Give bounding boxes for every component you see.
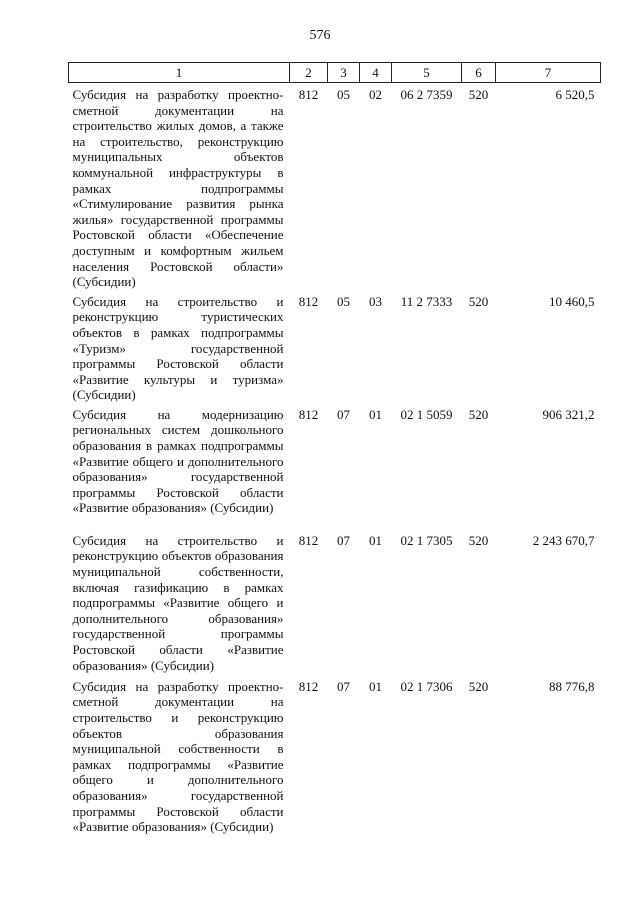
row-subsection-code: 01: [369, 678, 382, 694]
row-target-code: 11 2 7333: [400, 293, 453, 309]
table-body: [69, 83, 601, 849]
column-header-5: 5: [392, 63, 462, 83]
row-section-code: 07: [337, 532, 350, 548]
row-subsection-code: 01: [369, 406, 382, 422]
row-section-code: 07: [337, 678, 350, 694]
column-header-2: 2: [290, 63, 328, 83]
column-header-7: 7: [496, 63, 601, 83]
row-expense-type: 520: [468, 678, 489, 694]
row-name: Субсидия на разработку проектно-сметной документации на строительство жилых домов, а также на строительство, реконструкцию муниципальных объектов коммунальной инфраструктуры в рамках подпрограммы «Стимулирование развития рынка жилья» государственной программы Ростовской области «Обеспечение доступным и комфортным жильем населения Ростовской области» (Субсидии): [72, 87, 284, 290]
row-section-code: 07: [337, 406, 350, 422]
row-target-code: 02 1 5059: [400, 406, 453, 422]
row-amount: 6 520,5: [555, 87, 595, 102]
row-name: Субсидия на разработку проектно-сметной документации на строительство и реконструкцию объектов образования муниципальной собственности в рамках подпрограммы «Развитие общего и дополнительного образования» государственной программы Ростовской области «Развитие образования» (Субсидии): [72, 678, 284, 835]
row-amount: 906 321,2: [542, 406, 595, 422]
row-subsection-code: 02: [369, 87, 382, 102]
column-header-1: 1: [69, 63, 290, 83]
row-target-code: 06 2 7359: [400, 87, 453, 102]
row-name: Субсидия на модернизацию региональных систем дошкольного образования в рамках подпрограммы «Развитие общего и дополнительного образования» государственной программы Ростовской области «Развитие образования» (Субсидии): [72, 406, 284, 516]
row-ministry-code: 812: [298, 293, 319, 309]
row-amount: 88 776,8: [549, 678, 595, 694]
table-row: [69, 529, 601, 675]
row-name: Субсидия на строительство и реконструкцию туристических объектов в рамках подпрограммы «Туризм» государственной программы Ростовской области «Развитие культуры и туризма» (Субсидии): [72, 293, 284, 403]
row-ministry-code: 812: [298, 87, 319, 102]
row-name: Субсидия на строительство и реконструкцию объектов образования муниципальной собственности, включая газификацию в рамках подпрограммы «Развитие общего и дополнительного образования» государственной программы Ростовской области «Развитие образования» (Субсидии): [72, 532, 284, 673]
header-row: [69, 63, 601, 83]
row-subsection-code: 03: [369, 293, 382, 309]
table-header: [69, 63, 601, 83]
column-header-4: 4: [360, 63, 392, 83]
row-expense-type: 520: [468, 532, 489, 548]
row-section-code: 05: [337, 293, 350, 309]
row-expense-type: 520: [468, 87, 489, 102]
budget-table: [68, 62, 601, 849]
table-row: [69, 290, 601, 403]
row-expense-type: 520: [468, 293, 489, 309]
row-expense-type: 520: [468, 406, 489, 422]
row-target-code: 02 1 7306: [400, 678, 453, 694]
row-subsection-code: 01: [369, 532, 382, 548]
column-header-6: 6: [462, 63, 496, 83]
row-ministry-code: 812: [298, 406, 319, 422]
row-amount: 10 460,5: [549, 293, 595, 309]
table-row: [69, 83, 601, 290]
page-number: 576: [309, 28, 331, 43]
row-target-code: 02 1 7305: [400, 532, 453, 548]
column-header-3: 3: [328, 63, 360, 83]
row-amount: 2 243 670,7: [532, 532, 595, 548]
row-ministry-code: 812: [298, 678, 319, 694]
row-ministry-code: 812: [298, 532, 319, 548]
table-row: [69, 403, 601, 529]
row-section-code: 05: [337, 87, 350, 102]
table-row: [69, 675, 601, 849]
